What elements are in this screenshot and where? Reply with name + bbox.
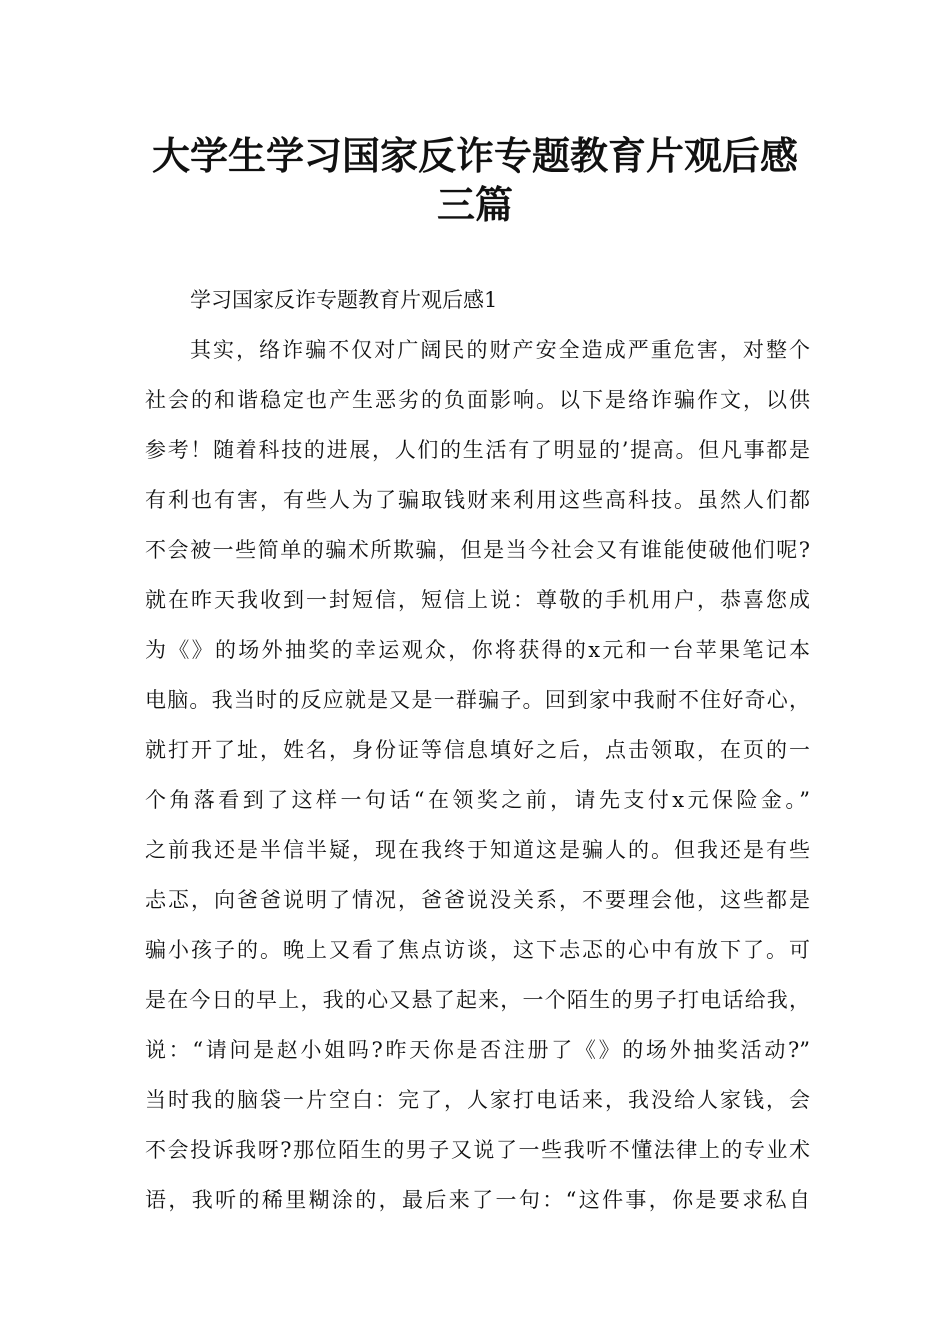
paragraph-line-2: 社会的和谐稳定也产生恶劣的负面影响。以下是络诈骗作文，以供	[145, 388, 810, 412]
document-title-line-2: 三篇	[436, 183, 513, 227]
paragraph-line-16: 当时我的脑袋一片空白：完了，人家打电话来，我没给人家钱，会	[145, 1088, 810, 1112]
paragraph-line-17: 不会投诉我呀?那位陌生的男子又说了一些我听不懂法律上的专业术	[145, 1138, 810, 1162]
paragraph-line-18: 语，我听的稀里糊涂的，最后来了一句：“这件事，你是要求私自	[145, 1188, 810, 1212]
paragraph-line-6: 就在昨天我收到一封短信，短信上说：尊敬的手机用户，恭喜您成	[145, 588, 810, 612]
paragraph-line-8: 电脑。我当时的反应就是又是一群骗子。回到家中我耐不住好奇心，	[145, 688, 810, 712]
paragraph-line-14: 是在今日的早上，我的心又悬了起来，一个陌生的男子打电话给我，	[145, 988, 810, 1012]
paragraph-line-15: 说：“请问是赵小姐吗?昨天你是否注册了《》的场外抽奖活动?”	[145, 1038, 810, 1062]
paragraph-line-7: 为《》的场外抽奖的幸运观众，你将获得的x元和一台苹果笔记本	[145, 638, 810, 662]
paragraph-line-11: 之前我还是半信半疑，现在我终于知道这是骗人的。但我还是有些	[145, 838, 810, 862]
paragraph-line-4: 有利也有害，有些人为了骗取钱财来利用这些高科技。虽然人们都	[145, 488, 810, 512]
paragraph-line-3: 参考！随着科技的进展，人们的生活有了明显的’提高。但凡事都是	[145, 438, 810, 462]
paragraph-line-12: 忐忑，向爸爸说明了情况，爸爸说没关系，不要理会他，这些都是	[145, 888, 810, 912]
paragraph-line-13: 骗小孩子的。晚上又看了焦点访谈，这下忐忑的心中有放下了。可	[145, 938, 810, 962]
section-heading: 学习国家反诈专题教育片观后感1	[190, 288, 498, 312]
paragraph-line-5: 不会被一些简单的骗术所欺骗，但是当今社会又有谁能使破他们呢?	[145, 538, 810, 562]
document-title-line-1: 大学生学习国家反诈专题教育片观后感	[151, 134, 798, 178]
paragraph-line-9: 就打开了址，姓名，身份证等信息填好之后，点击领取，在页的一	[145, 738, 810, 762]
paragraph-line-10: 个角落看到了这样一句话“在领奖之前，请先支付x元保险金。”	[145, 788, 810, 812]
paragraph-line-1: 其实，络诈骗不仅对广阔民的财产安全造成严重危害，对整个	[190, 338, 810, 362]
